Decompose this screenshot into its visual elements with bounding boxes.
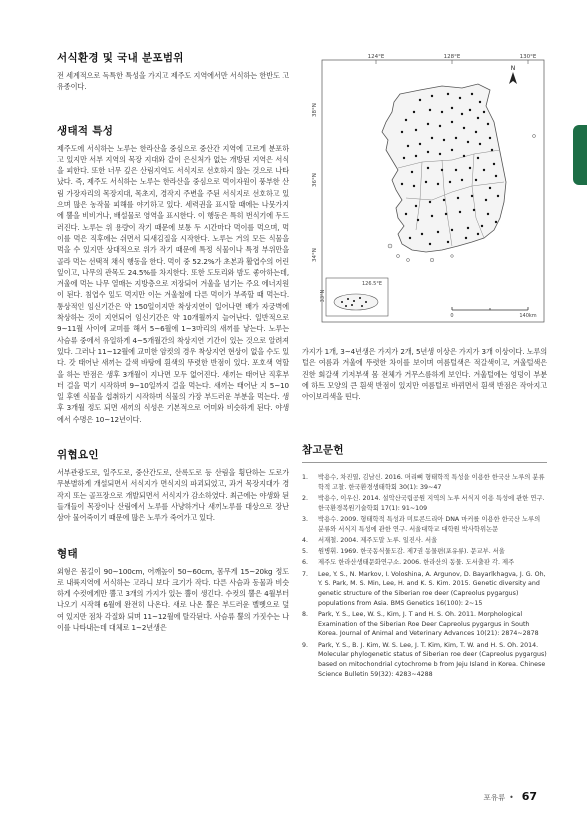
chapter-tab — [573, 125, 587, 185]
reference-number: 4. — [302, 537, 309, 544]
page-footer: 포유류 • 67 — [483, 790, 537, 803]
reference-number: 1. — [302, 474, 309, 482]
reference-text: Lee, Y. S., N. Markov, I. Voloshina, A. Argunov, D. Bayarlkhagva, J. G. Oh, Y. S. Park, M. S. Min, Lee, H. and K. S. Kim. 2015. Genetic diversity and genetic structure of the Siberian roe deer (Capreolus pygargus) populations from Asia. BMS Genetics 16(100): 2~15 — [318, 570, 546, 607]
reference-item — [302, 515, 547, 534]
habitat-text: 전 세계적으로 독특한 특성을 가지고 제주도 지역에서만 서식하는 한반도 고유종이다. — [57, 71, 289, 92]
scale-end: 140km — [519, 313, 537, 319]
reference-text: 원병휘. 1969. 한국동식물도감. 제7권 동물편(포유류). 문교부. 서울 — [318, 548, 505, 556]
reference-text: Park, Y. S., Lee, W. S., Kim, J. T and H. S. Oh. 2011. Morphological Examination of the Siberian Roe Deer Capreolus pygargus in South Korea. Journal of Animal and Veterinary Advances 10(21): 2874~2878 — [318, 610, 539, 638]
ecology-section — [57, 123, 289, 425]
reference-item — [302, 610, 547, 639]
reference-text: Park, Y. S., B. J. Kim, W. S. Lee, J. T. Kim, Kim, T. W. and H. S. Oh. 2014. Molecular phylogenetic status of Siberian roe deer (Capreolus pygargus) based on mitochondrial cytochrome b from Jeju Island in Korea. Chinese Science Bulletin 59(32): 4283~4288 — [318, 641, 547, 678]
reference-text: 박용수. 2009. 형태학적 특성과 미토콘드리아 DNA 마커를 이용한 한국산 노루의 분류와 서식지 특성에 관한 연구. 서울대학교 대학원 박사학위논문 — [318, 516, 541, 533]
distribution-map-svg — [302, 50, 546, 330]
reference-item — [302, 494, 547, 513]
morphology-text-left: 외형은 몸길이 90~100cm, 어깨높이 50~60cm, 몸무게 15~20kg 정도로 내륙지역에 서식하는 고라니 보다 크기가 작다. 다른 사슴과 동물과 비슷하게 수컷에게만 뿔고 3개의 가지가 있는 뿔이 생긴다. 수컷의 뿔은 4월부터 나오기 시작해 6월에 완전히 나온다. 새로 나온 뿔은 부드러운 벨벳으로 덮여 있지만 점차 각질화 되며 11~12월에 탈각된다. 사슴류 뿔의 가짓수는 나이를 나타내는데 대체로 1~2년생은 — [57, 566, 289, 632]
habitat-section — [57, 50, 289, 93]
references-heading: 참고문헌 — [302, 444, 344, 457]
reference-item — [302, 641, 547, 680]
reference-number: 9. — [302, 641, 309, 649]
scale-start: 0 — [450, 313, 454, 319]
reference-number: 2. — [302, 495, 309, 503]
threats-text: 서부관광도로, 일주도로, 중산간도로, 산록도로 등 산림을 횡단하는 도로가 무분별하게 개설되면서 서식지가 면식지의 파괴되었고, 과거 목장지대가 경작지 또는 골프장으로 개발되면서 서식지가 감소하였다. 최근에는 야생화 된 들개들이 목장이나 산림에서 노루를 사냥하거나 새끼노루를 대상으로 장난삼아 물어죽이기 때문에 많은 노루가 죽어가고 있다. — [57, 468, 289, 523]
reference-item — [302, 558, 547, 568]
distribution-map — [302, 50, 546, 330]
page-number: 67 — [521, 790, 537, 803]
left-column — [57, 50, 289, 647]
reference-text: 박용수, 차진열, 김남신. 2016. 머리뼈 형태학적 특성을 이용한 한국산 노루의 분류학적 고찰. 한국환경생태학회 30(1): 39~47 — [318, 474, 545, 491]
reference-item — [302, 547, 547, 557]
ecology-heading: 생태적 특성 — [57, 124, 114, 137]
lon-label-1: 124°E — [367, 54, 385, 60]
reference-number: 5. — [302, 548, 309, 556]
ecology-text: 제주도에 서식하는 노루는 한라산을 중심으로 중산간 지역에 고르게 분포하고 있지만 서부 지역의 목장 지대와 같이 은신처가 없는 개방된 지역은 서식을 피한다. 또한 너무 깊은 산림지역도 서식지로 선호하지 않는 것으로 나타났다. 즉, 제주도 서식하는 노루는 한라산을 중심으로 먹이자원이 풍부한 산림 가장자리의 목장지대, 목초지, 경작지 주변을 주된 서식지로 선호하고 있으며 많은 농작물 피해를 야기하고 있다. 세력권을 표시할 때에는 나뭇가지에 뿔을 비비거나, 배설물로 영역을 표시한다. 이 행동은 특히 번식기에 두드러진다. 노루는 위 용량이 작기 때문에 보통 두 시간마다 먹이를 먹으며, 먹이를 먹은 직후에는 쉬면서 되새김질을 시작한다. 노루는 거의 모든 식물을 먹을 수 있지만 상대적으로 위가 작기 때문에 특정 식물이나 특정 부위만을 골라 먹는 선택적 채식 행동을 한다. 먹이 중 52.2%가 초본과 활엽수의 어린잎이고, 나무의 관목도 24.5%를 차지한다. 또한 도토리와 밤도 좋아하는데, 겨울에 먹는 나무 열매는 지방층으로 저장되어 겨울을 넘기는 주요 에너지원이 된다. 침엽수 잎도 먹지만 이는 겨울철에 다른 먹이가 부족할 때 먹는다. 통상적인 임신기간은 약 150일이지만 착상지연이 일어나면 배가 자궁벽에 착상하는 것이 지연되어 임신기간은 약 10개월까지 늘어난다. 일반적으로 9~11월 사이에 교미를 해서 5~6월에 1~3마리의 새끼를 낳는다. 노루는 사슴류 중에서 유일하게 4~5개월간의 착상지연 기간이 있는 것으로 알려져 있다. 그러나 11~12월에 교미한 암컷의 경우 착상지연 현상이 없을 수도 있다. 갓 태어난 새끼는 갈색 바탕에 흰색의 뚜렷한 반점이 있다. 포호색 역할을 하는 반점은 생후 3개월이 지나면 모두 없어진다. 새끼는 태어난 직후부터 걸을 먹기 시작하며 9~10일까지 걸을 먹는다. 새끼는 태어난 지 5~10일 후엔 식물을 섭취하기 시작하며 식물의 가장 부드러운 부분을 먹는다. 생후 3개월 정도 되면 새끼의 식성은 기본적으로 어미와 비슷하게 된다. 야생에서 수명은 10~12년이다. — [57, 143, 289, 424]
inset-lat-label: 33°N — [320, 289, 326, 303]
jeju-inset — [320, 278, 388, 316]
lat-label-3: 34°N — [312, 248, 318, 262]
morphology-text-right: 가지가 1개, 3~4년생은 가지가 2개, 5년생 이상은 가지가 3개 이상이다. 노루의 털은 여름과 겨울에 뚜렷한 차이를 보이며 여름털색은 적갈색이고, 겨울털색은 진한 회갈색 기저부색 몸 전체가 거무스름하게 보인다. 겨울털에는 엉덩이 부분에 하트 모양의 큰 흰색 반점이 있지만 여름털로 바뀌면서 흰색 반점은 작아지고 아이보리색을 띤다. — [302, 347, 547, 402]
reference-text: 제주도 한라산생태문화연구소. 2006. 한라산의 동물. 도서출판 각. 제주 — [318, 559, 515, 567]
north-label: N — [510, 65, 516, 72]
references-divider — [302, 462, 547, 463]
reference-number: 7. — [302, 570, 309, 578]
lat-label-2: 36°N — [312, 173, 318, 187]
threats-section — [57, 447, 289, 523]
reference-number: 8. — [302, 610, 309, 618]
lon-label-3: 130°E — [519, 54, 537, 60]
morphology-heading: 형태 — [57, 547, 78, 560]
morphology-section — [57, 546, 289, 634]
right-column — [302, 346, 547, 681]
references-list — [302, 473, 547, 679]
reference-text: 박용수, 이우신. 2014. 설악산국립공원 지역의 노루 서식지 이용 특성에 관한 연구. 한국환경복원기술학회 17(1): 91~109 — [318, 495, 545, 512]
threats-heading: 위협요인 — [57, 449, 99, 462]
reference-number: 3. — [302, 516, 309, 524]
footer-section: 포유류 — [483, 793, 506, 802]
lon-label-2: 128°E — [443, 54, 461, 60]
reference-item — [302, 570, 547, 609]
reference-text: 서재철. 2004. 제주도말 노루. 일진사. 서울 — [318, 537, 438, 544]
reference-number: 6. — [302, 559, 309, 567]
reference-item — [302, 536, 547, 546]
habitat-heading: 서식환경 및 국내 분포범위 — [57, 52, 184, 64]
inset-lon-label: 126.5°E — [362, 281, 382, 287]
lat-label-1: 38°N — [312, 103, 318, 117]
reference-item — [302, 473, 547, 492]
